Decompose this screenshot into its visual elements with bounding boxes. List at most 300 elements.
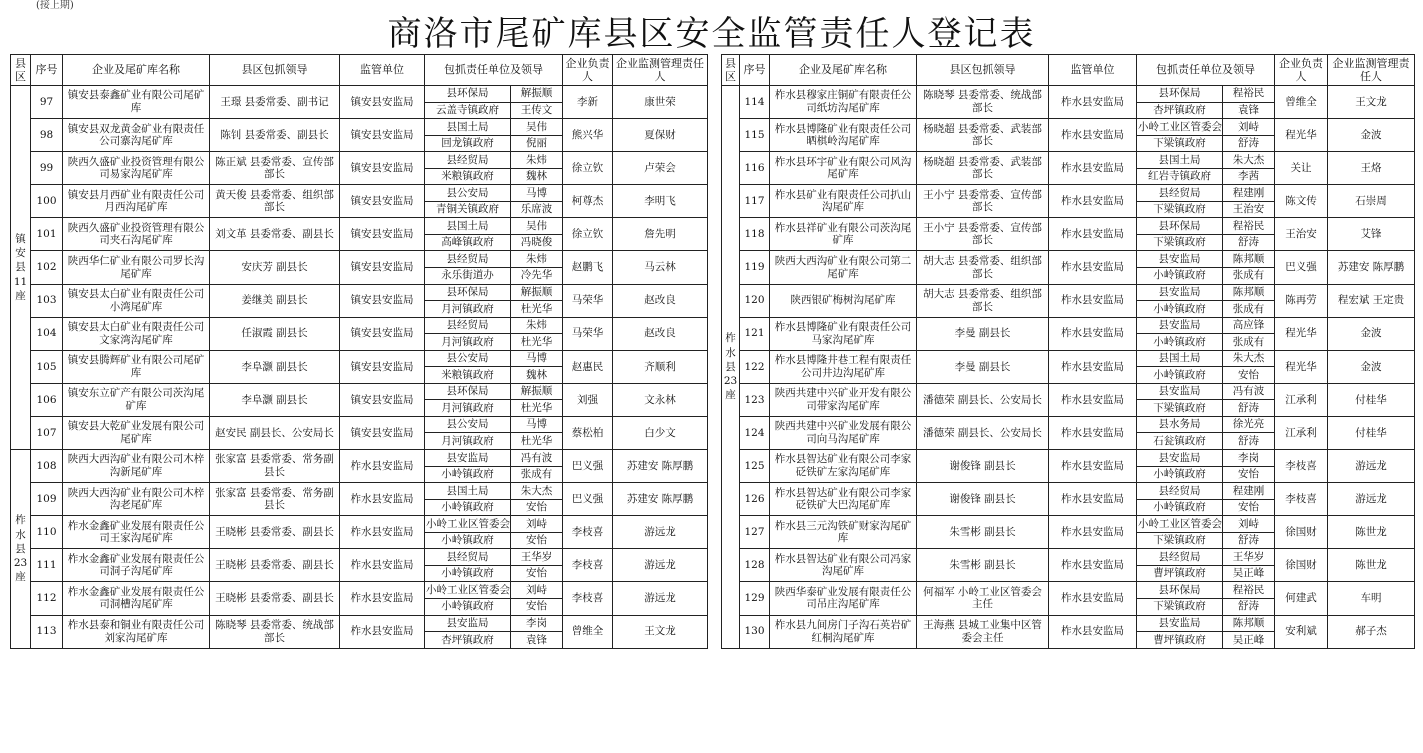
responsible-leader: 朱炜: [511, 317, 563, 334]
responsible-leader: 魏林: [511, 168, 563, 185]
monitor-manager: 马云林: [613, 251, 708, 284]
row-number: 110: [31, 516, 63, 549]
enterprise-name: 柞水金鑫矿业发展有限责任公司洞子沟尾矿库: [63, 549, 210, 582]
responsible-unit: 小岭镇政府: [1137, 301, 1223, 318]
table-row: [722, 86, 1415, 103]
responsible-leader: 王治安: [1223, 201, 1275, 218]
responsible-leader: 吴正峰: [1223, 565, 1275, 582]
responsible-unit: 县国土局: [425, 218, 511, 235]
responsible-unit: 县水务局: [1137, 416, 1223, 433]
responsible-unit: 下梁镇政府: [1137, 234, 1223, 251]
responsible-unit: 县安监局: [1137, 251, 1223, 268]
responsible-unit: 红岩寺镇政府: [1137, 168, 1223, 185]
responsible-unit: 县公安局: [425, 416, 511, 433]
responsible-leader: 王传文: [511, 102, 563, 119]
enterprise-name: 柞水县祥矿业有限公司茨沟尾矿库: [770, 218, 917, 251]
supervising-unit: 柞水县安监局: [340, 549, 425, 582]
enterprise-head: 曾维全: [563, 615, 613, 648]
county-leader: 李阜灏 副县长: [210, 350, 340, 383]
responsible-unit: 县经贸局: [425, 549, 511, 566]
header-supervisor: 监管单位: [1049, 55, 1137, 86]
supervising-unit: 柞水县安监局: [1049, 416, 1137, 449]
supervising-unit: 柞水县安监局: [1049, 86, 1137, 119]
supervising-unit: 柞水县安监局: [1049, 582, 1137, 615]
row-number: 105: [31, 350, 63, 383]
enterprise-name: 陕西大西沟矿业有限公司第二尾矿库: [770, 251, 917, 284]
row-number: 103: [31, 284, 63, 317]
county-leader: 黄天俊 县委常委、组织部部长: [210, 185, 340, 218]
supervising-unit: 镇安县安监局: [340, 383, 425, 416]
county-leader: 朱雪彬 副县长: [917, 516, 1049, 549]
monitor-manager: 金波: [1328, 350, 1415, 383]
registry-table-left: [10, 54, 708, 649]
enterprise-head: 陈文传: [1275, 185, 1328, 218]
responsible-unit: 下梁镇政府: [1137, 532, 1223, 549]
responsible-leader: 陈邦顺: [1223, 284, 1275, 301]
responsible-leader: 安怡: [511, 532, 563, 549]
enterprise-head: 江承利: [1275, 416, 1328, 449]
enterprise-name: 镇安县腾辉矿业有限公司尾矿库: [63, 350, 210, 383]
supervising-unit: 柞水县安监局: [340, 450, 425, 483]
responsible-unit: 小岭工业区管委会: [1137, 516, 1223, 533]
county-leader: 李曼 副县长: [917, 317, 1049, 350]
responsible-leader: 舒涛: [1223, 135, 1275, 152]
supervising-unit: 镇安县安监局: [340, 86, 425, 119]
county-leader: 杨晓超 县委常委、武装部部长: [917, 119, 1049, 152]
county-leader: 谢俊锋 副县长: [917, 483, 1049, 516]
enterprise-name: 陕西大西沟矿业有限公司木梓沟老尾矿库: [63, 483, 210, 516]
responsible-unit: 小岭镇政府: [425, 466, 511, 483]
responsible-leader: 舒涛: [1223, 400, 1275, 417]
row-number: 109: [31, 483, 63, 516]
responsible-leader: 张成有: [511, 466, 563, 483]
monitor-manager: 游远龙: [1328, 483, 1415, 516]
enterprise-name: 镇安县太白矿业有限责任公司文家湾沟尾矿库: [63, 317, 210, 350]
county-leader: 陈晓琴 县委常委、统战部部长: [917, 86, 1049, 119]
monitor-manager: 齐顺利: [613, 350, 708, 383]
enterprise-head: 何建武: [1275, 582, 1328, 615]
row-number: 117: [740, 185, 770, 218]
county-leader: 安庆芳 副县长: [210, 251, 340, 284]
responsible-leader: 马博: [511, 185, 563, 202]
monitor-manager: 金波: [1328, 317, 1415, 350]
county-leader: 王璟 县委常委、副书记: [210, 86, 340, 119]
responsible-leader: 程裕民: [1223, 86, 1275, 103]
monitor-manager: 付桂华: [1328, 383, 1415, 416]
row-number: 113: [31, 615, 63, 648]
responsible-leader: 朱大杰: [1223, 350, 1275, 367]
supervising-unit: 柞水县安监局: [1049, 383, 1137, 416]
responsible-unit: 曹坪镇政府: [1137, 632, 1223, 649]
responsible-unit: 永乐街道办: [425, 268, 511, 285]
row-number: 120: [740, 284, 770, 317]
responsible-leader: 吴正峰: [1223, 632, 1275, 649]
row-number: 102: [31, 251, 63, 284]
table-row: [722, 483, 1415, 500]
supervising-unit: 柞水县安监局: [1049, 450, 1137, 483]
enterprise-head: 关让: [1275, 152, 1328, 185]
table-row: [722, 284, 1415, 301]
row-number: 111: [31, 549, 63, 582]
table-row: [11, 218, 708, 235]
responsible-leader: 程裕民: [1223, 582, 1275, 599]
county-leader: 刘文革 县委常委、副县长: [210, 218, 340, 251]
monitor-manager: 苏建安 陈厚鹏: [1328, 251, 1415, 284]
responsible-unit: 下梁镇政府: [1137, 400, 1223, 417]
row-number: 101: [31, 218, 63, 251]
county-leader: 王小宁 县委常委、宣传部部长: [917, 185, 1049, 218]
responsible-leader: 马博: [511, 350, 563, 367]
supervising-unit: 柞水县安监局: [1049, 350, 1137, 383]
responsible-leader: 安怡: [511, 499, 563, 516]
table-row: [11, 516, 708, 533]
table-body-left: [11, 86, 708, 649]
table-row: [722, 549, 1415, 566]
header-county: 县区: [11, 55, 31, 86]
responsible-leader: 舒涛: [1223, 532, 1275, 549]
responsible-leader: 朱大杰: [1223, 152, 1275, 169]
monitor-manager: 李明飞: [613, 185, 708, 218]
row-number: 129: [740, 582, 770, 615]
responsible-leader: 刘峙: [511, 582, 563, 599]
row-number: 118: [740, 218, 770, 251]
monitor-manager: 游远龙: [1328, 450, 1415, 483]
responsible-unit: 县国土局: [1137, 152, 1223, 169]
table-row: [11, 119, 708, 136]
supervising-unit: 镇安县安监局: [340, 119, 425, 152]
enterprise-head: 李枝喜: [563, 582, 613, 615]
responsible-leader: 解振顺: [511, 383, 563, 400]
responsible-unit: 小岭工业区管委会: [425, 582, 511, 599]
responsible-leader: 舒涛: [1223, 598, 1275, 615]
responsible-unit: 小岭镇政府: [425, 499, 511, 516]
supervising-unit: 柞水县安监局: [1049, 549, 1137, 582]
county-leader: 谢俊锋 副县长: [917, 450, 1049, 483]
monitor-manager: 王文龙: [613, 615, 708, 648]
county-leader: 胡大志 县委常委、组织部部长: [917, 251, 1049, 284]
enterprise-head: 李新: [563, 86, 613, 119]
responsible-unit: 曹坪镇政府: [1137, 565, 1223, 582]
table-row: [11, 284, 708, 301]
responsible-leader: 刘峙: [511, 516, 563, 533]
monitor-manager: 游远龙: [613, 582, 708, 615]
enterprise-name: 镇安县大乾矿业发展有限公司尾矿库: [63, 416, 210, 449]
header-enterprise: 企业及尾矿库名称: [770, 55, 917, 86]
enterprise-name: 陕西华仁矿业有限公司罗长沟尾矿库: [63, 251, 210, 284]
responsible-leader: 程建刚: [1223, 185, 1275, 202]
monitor-manager: 王文龙: [1328, 86, 1415, 119]
enterprise-head: 程光华: [1275, 317, 1328, 350]
table-row: [722, 450, 1415, 467]
supervising-unit: 镇安县安监局: [340, 251, 425, 284]
enterprise-name: 柞水县环宇矿业有限公司风沟尾矿库: [770, 152, 917, 185]
responsible-unit: 县经贸局: [425, 251, 511, 268]
row-number: 97: [31, 86, 63, 119]
table-row: [11, 483, 708, 500]
enterprise-head: 赵鹏飞: [563, 251, 613, 284]
header-no: 序号: [31, 55, 63, 86]
supervising-unit: 镇安县安监局: [340, 152, 425, 185]
county-leader: 陈晓琴 县委常委、统战部部长: [210, 615, 340, 648]
responsible-leader: 徐光亮: [1223, 416, 1275, 433]
responsible-leader: 吴伟: [511, 218, 563, 235]
monitor-manager: 文永林: [613, 383, 708, 416]
row-number: 127: [740, 516, 770, 549]
supervising-unit: 柞水县安监局: [1049, 119, 1137, 152]
table-row: [722, 383, 1415, 400]
table-row: [722, 582, 1415, 599]
row-number: 108: [31, 450, 63, 483]
responsible-leader: 倪丽: [511, 135, 563, 152]
monitor-manager: 赵改良: [613, 284, 708, 317]
responsible-unit: 县环保局: [425, 383, 511, 400]
table-row: [722, 516, 1415, 533]
monitor-manager: 付桂华: [1328, 416, 1415, 449]
responsible-unit: 县经贸局: [1137, 549, 1223, 566]
enterprise-name: 陕西久盛矿业投资管理有限公司夹石沟尾矿库: [63, 218, 210, 251]
responsible-leader: 张成有: [1223, 268, 1275, 285]
responsible-leader: 李岗: [1223, 450, 1275, 467]
enterprise-name: 柞水县博隆矿业有限责任公司马家沟尾矿库: [770, 317, 917, 350]
table-row: [11, 350, 708, 367]
supervising-unit: 镇安县安监局: [340, 350, 425, 383]
responsible-unit: 米粮镇政府: [425, 367, 511, 384]
enterprise-name: 柞水县智达矿业有限公司冯家沟尾矿库: [770, 549, 917, 582]
county-leader: 潘德荣 副县长、公安局长: [917, 383, 1049, 416]
page-title: 商洛市尾矿库县区安全监管责任人登记表: [387, 14, 1036, 54]
responsible-unit: 小岭工业区管委会: [425, 516, 511, 533]
responsible-leader: 程裕民: [1223, 218, 1275, 235]
responsible-unit: 小岭镇政府: [1137, 268, 1223, 285]
table-row: [11, 317, 708, 334]
county-leader: 王晓彬 县委常委、副县长: [210, 516, 340, 549]
enterprise-name: 陕西久盛矿业投资管理有限公司易家沟尾矿库: [63, 152, 210, 185]
header-monitor-manager: 企业监测管理责任人: [1328, 55, 1415, 86]
responsible-unit: 月河镇政府: [425, 334, 511, 351]
responsible-leader: 安怡: [1223, 466, 1275, 483]
responsible-unit: 下梁镇政府: [1137, 201, 1223, 218]
responsible-unit: 小岭镇政府: [1137, 499, 1223, 516]
monitor-manager: 金波: [1328, 119, 1415, 152]
row-number: 130: [740, 615, 770, 648]
enterprise-head: 李枝喜: [563, 549, 613, 582]
responsible-unit: 下梁镇政府: [1137, 135, 1223, 152]
supervising-unit: 柞水县安监局: [1049, 251, 1137, 284]
county-leader: 姜继美 副县长: [210, 284, 340, 317]
responsible-leader: 李茜: [1223, 168, 1275, 185]
responsible-unit: 县公安局: [425, 350, 511, 367]
responsible-unit: 县安监局: [1137, 615, 1223, 632]
responsible-unit: 小岭镇政府: [1137, 334, 1223, 351]
supervising-unit: 镇安县安监局: [340, 218, 425, 251]
supervising-unit: 镇安县安监局: [340, 416, 425, 449]
table-row: [11, 86, 708, 103]
table-row: [11, 416, 708, 433]
enterprise-name: 镇安东立矿产有限公司茨沟尾矿库: [63, 383, 210, 416]
responsible-leader: 张成有: [1223, 301, 1275, 318]
table-row: [11, 615, 708, 632]
responsible-leader: 高应锋: [1223, 317, 1275, 334]
monitor-manager: 夏保财: [613, 119, 708, 152]
enterprise-head: 江承利: [1275, 383, 1328, 416]
enterprise-name: 柞水县三元沟铁矿财家沟尾矿库: [770, 516, 917, 549]
enterprise-name: 柞水县穆家庄铜矿有限责任公司纸坊沟尾矿库: [770, 86, 917, 119]
header-responsible-unit: 包抓责任单位及领导: [1137, 55, 1275, 86]
table-row: [11, 185, 708, 202]
enterprise-head: 王治安: [1275, 218, 1328, 251]
responsible-unit: 米粮镇政府: [425, 168, 511, 185]
header-no: 序号: [740, 55, 770, 86]
responsible-unit: 县环保局: [1137, 582, 1223, 599]
enterprise-head: 巴义强: [563, 450, 613, 483]
enterprise-head: 徐立钦: [563, 218, 613, 251]
responsible-unit: 县安监局: [425, 450, 511, 467]
row-number: 128: [740, 549, 770, 582]
table-row: [11, 549, 708, 566]
responsible-leader: 王华岁: [1223, 549, 1275, 566]
enterprise-head: 刘强: [563, 383, 613, 416]
responsible-leader: 陈邦顺: [1223, 251, 1275, 268]
row-number: 122: [740, 350, 770, 383]
responsible-unit: 杏坪镇政府: [425, 632, 511, 649]
enterprise-head: 马荣华: [563, 317, 613, 350]
row-number: 121: [740, 317, 770, 350]
table-row: [722, 251, 1415, 268]
county-leader: 潘德荣 副县长、公安局长: [917, 416, 1049, 449]
enterprise-head: 徐国财: [1275, 516, 1328, 549]
county-leader: 杨晓超 县委常委、武装部部长: [917, 152, 1049, 185]
row-number: 99: [31, 152, 63, 185]
monitor-manager: 詹先明: [613, 218, 708, 251]
table-row: [11, 383, 708, 400]
responsible-unit: 回龙镇政府: [425, 135, 511, 152]
enterprise-name: 镇安县双龙黄金矿业有限责任公司寨沟尾矿库: [63, 119, 210, 152]
supervising-unit: 柞水县安监局: [1049, 317, 1137, 350]
table-body-right: [722, 86, 1415, 649]
enterprise-name: 柞水县矿业有限责任公司扒山沟尾矿库: [770, 185, 917, 218]
continued-note: (接上期): [36, 0, 74, 11]
responsible-unit: 县国土局: [425, 119, 511, 136]
responsible-leader: 袁锋: [1223, 102, 1275, 119]
responsible-unit: 县环保局: [425, 284, 511, 301]
responsible-unit: 县国土局: [425, 483, 511, 500]
responsible-leader: 安怡: [511, 598, 563, 615]
row-number: 98: [31, 119, 63, 152]
county-leader: 李阜灏 副县长: [210, 383, 340, 416]
enterprise-name: 柞水县博隆井巷工程有限责任公司井边沟尾矿库: [770, 350, 917, 383]
responsible-unit: 小岭镇政府: [425, 565, 511, 582]
table-row: [722, 615, 1415, 632]
enterprise-head: 赵惠民: [563, 350, 613, 383]
responsible-unit: 小岭镇政府: [425, 598, 511, 615]
header-responsible-unit: 包抓责任单位及领导: [425, 55, 563, 86]
responsible-leader: 冷先华: [511, 268, 563, 285]
monitor-manager: 游远龙: [613, 516, 708, 549]
responsible-unit: 县环保局: [1137, 218, 1223, 235]
enterprise-name: 陕西华泰矿业发展有限责任公司吊庄沟尾矿库: [770, 582, 917, 615]
responsible-leader: 朱炜: [511, 251, 563, 268]
row-number: 107: [31, 416, 63, 449]
enterprise-head: 柯尊杰: [563, 185, 613, 218]
table-row: [11, 582, 708, 599]
monitor-manager: 陈世龙: [1328, 549, 1415, 582]
responsible-unit: 小岭镇政府: [1137, 367, 1223, 384]
county-leader: 陈正斌 县委常委、宣传部部长: [210, 152, 340, 185]
responsible-unit: 月河镇政府: [425, 400, 511, 417]
header-enterprise-head: 企业负责人: [563, 55, 613, 86]
enterprise-name: 柞水县泰和铜业有限责任公司刘家沟尾矿库: [63, 615, 210, 648]
monitor-manager: 苏建安 陈厚鹏: [613, 483, 708, 516]
header-enterprise-head: 企业负责人: [1275, 55, 1328, 86]
county-leader: 王海燕 县城工业集中区管委会主任: [917, 615, 1049, 648]
responsible-unit: 县国土局: [1137, 350, 1223, 367]
responsible-leader: 杜光华: [511, 433, 563, 450]
row-number: 115: [740, 119, 770, 152]
monitor-manager: 郝子杰: [1328, 615, 1415, 648]
monitor-manager: 艾锋: [1328, 218, 1415, 251]
table-row: [11, 251, 708, 268]
responsible-leader: 马博: [511, 416, 563, 433]
monitor-manager: 石崇周: [1328, 185, 1415, 218]
enterprise-head: 巴义强: [1275, 251, 1328, 284]
header-county-leader: 县区包抓领导: [917, 55, 1049, 86]
responsible-unit: 月河镇政府: [425, 301, 511, 318]
enterprise-head: 熊兴华: [563, 119, 613, 152]
table-row: [722, 317, 1415, 334]
responsible-unit: 小岭工业区管委会: [1137, 119, 1223, 136]
supervising-unit: 柞水县安监局: [340, 516, 425, 549]
responsible-leader: 李岗: [511, 615, 563, 632]
responsible-unit: 县安监局: [1137, 284, 1223, 301]
county-leader: 王小宁 县委常委、宣传部部长: [917, 218, 1049, 251]
supervising-unit: 柞水县安监局: [340, 615, 425, 648]
responsible-leader: 张成有: [1223, 334, 1275, 351]
table-row: [722, 416, 1415, 433]
enterprise-head: 巴义强: [563, 483, 613, 516]
county-leader: 赵安民 副县长、公安局长: [210, 416, 340, 449]
responsible-unit: 县公安局: [425, 185, 511, 202]
county-leader: 朱雪彬 副县长: [917, 549, 1049, 582]
responsible-leader: 安怡: [511, 565, 563, 582]
supervising-unit: 镇安县安监局: [340, 284, 425, 317]
header-monitor-manager: 企业监测管理责任人: [613, 55, 708, 86]
responsible-unit: 下梁镇政府: [1137, 598, 1223, 615]
row-number: 104: [31, 317, 63, 350]
county-cell: 镇安县11座: [11, 86, 31, 450]
responsible-unit: 县经贸局: [425, 152, 511, 169]
county-leader: 何福军 小岭工业区管委会主任: [917, 582, 1049, 615]
monitor-manager: 王烙: [1328, 152, 1415, 185]
enterprise-head: 李枝喜: [1275, 450, 1328, 483]
supervising-unit: 柞水县安监局: [1049, 615, 1137, 648]
responsible-unit: 县经贸局: [425, 317, 511, 334]
responsible-leader: 杜光华: [511, 400, 563, 417]
responsible-leader: 舒涛: [1223, 433, 1275, 450]
responsible-leader: 杜光华: [511, 334, 563, 351]
enterprise-name: 柞水县九间房门子沟石英岩矿红桐沟尾矿库: [770, 615, 917, 648]
supervising-unit: 柞水县安监局: [1049, 152, 1137, 185]
county-leader: 张家富 县委常委、常务副县长: [210, 450, 340, 483]
responsible-unit: 县安监局: [1137, 317, 1223, 334]
row-number: 119: [740, 251, 770, 284]
supervising-unit: 柞水县安监局: [1049, 483, 1137, 516]
enterprise-name: 陕西银矿梅树沟尾矿库: [770, 284, 917, 317]
responsible-unit: 小岭镇政府: [425, 532, 511, 549]
responsible-leader: 冯有波: [511, 450, 563, 467]
responsible-leader: 陈邦顺: [1223, 615, 1275, 632]
county-leader: 胡大志 县委常委、组织部部长: [917, 284, 1049, 317]
responsible-unit: 县环保局: [425, 86, 511, 103]
